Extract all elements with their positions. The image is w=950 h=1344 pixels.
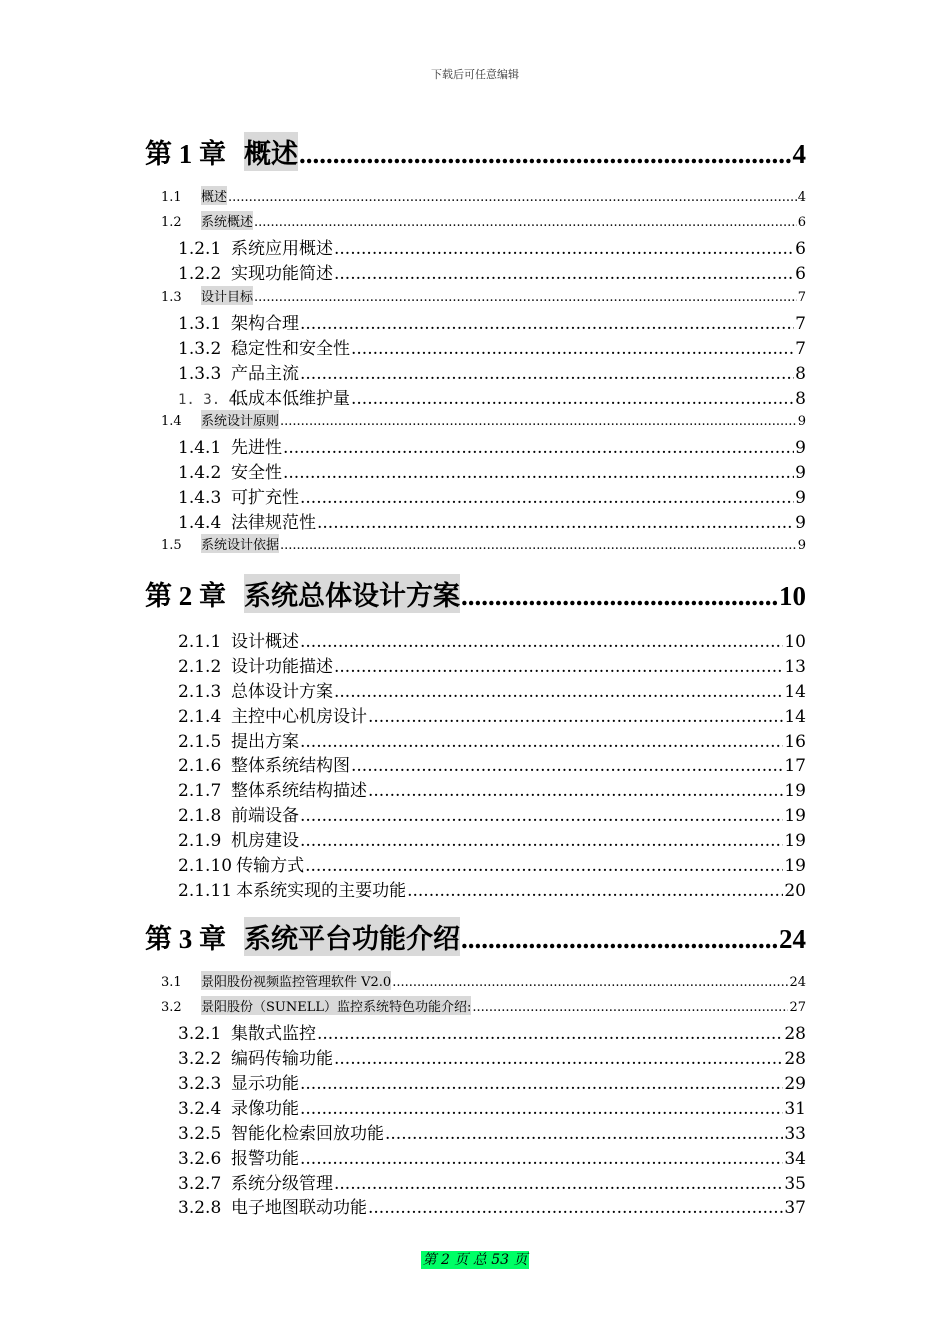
toc-entry-title: 概述 — [244, 132, 298, 171]
toc-entry-number: 2.1.9 — [178, 831, 222, 851]
toc-entry[interactable] — [145, 751, 806, 776]
toc-entry-title: 先进性 — [231, 438, 282, 458]
toc-entry-title: 智能化检索回放功能 — [231, 1124, 384, 1144]
toc-entry-number: 1.4.4 — [178, 513, 222, 533]
toc-entry-page: 6 — [795, 264, 806, 284]
toc-entry[interactable] — [145, 776, 806, 801]
toc-entry[interactable] — [145, 186, 806, 205]
toc-leader-dots — [334, 264, 794, 284]
toc-entry[interactable] — [145, 677, 806, 702]
toc-leader-dots — [300, 314, 794, 334]
toc-leader-dots — [461, 924, 778, 955]
toc-entry[interactable] — [145, 826, 806, 851]
toc-entry[interactable] — [145, 1094, 806, 1119]
toc-leader-dots — [280, 538, 797, 553]
toc-entry-page: 10 — [784, 632, 806, 652]
toc-entry-title: 系统设计原则 — [201, 410, 279, 429]
toc-entry-number: 1.2.1 — [178, 239, 222, 259]
toc-entry-title: 设计目标 — [201, 286, 253, 305]
toc-entry[interactable] — [145, 384, 806, 409]
toc-entry-page: 9 — [797, 414, 806, 429]
toc-leader-dots — [300, 1149, 783, 1169]
toc-entry-number: 3.2.1 — [178, 1024, 222, 1044]
toc-entry-number: 3.2 — [161, 1000, 182, 1015]
toc-entry-title: 传输方式 — [236, 856, 305, 876]
toc-entry-title: 景阳股份视频监控管理软件 V2.0 — [201, 971, 391, 990]
toc-entry-page: 35 — [784, 1174, 806, 1194]
toc-entry[interactable] — [145, 359, 806, 384]
toc-entry-number: 2.1.8 — [178, 806, 222, 826]
toc-leader-dots — [300, 732, 783, 752]
toc-entry-number: 3.2.7 — [178, 1174, 222, 1194]
toc-entry-number: 3.1 — [161, 975, 182, 990]
toc-entry[interactable] — [145, 433, 806, 458]
toc-entry-number: 2.1.6 — [178, 756, 222, 776]
toc-leader-dots — [300, 1099, 783, 1119]
toc-entry-page: 4 — [797, 190, 806, 205]
toc-entry-number: 1.5 — [161, 538, 182, 553]
toc-entry-title: 机房建设 — [231, 831, 299, 851]
toc-leader-dots — [317, 1024, 783, 1044]
toc-entry-page: 19 — [784, 806, 806, 826]
toc-entry-number: 2.1.11 — [178, 881, 233, 901]
toc-leader-dots — [368, 1198, 783, 1218]
toc-entry-number: 1.4 — [161, 414, 182, 429]
toc-entry[interactable] — [145, 1144, 806, 1169]
toc-entry-title: 可扩充性 — [231, 488, 299, 508]
toc-entry[interactable] — [145, 286, 806, 305]
toc-leader-dots — [317, 513, 794, 533]
toc-entry-title: 实现功能简述 — [231, 264, 333, 284]
toc-leader-dots — [305, 856, 783, 876]
toc-entry[interactable] — [145, 211, 806, 230]
toc-leader-dots — [461, 581, 778, 612]
toc-entry-page: 34 — [784, 1149, 806, 1169]
toc-entry-page: 13 — [784, 657, 806, 677]
toc-entry-title: 法律规范性 — [231, 513, 316, 533]
toc-leader-dots — [283, 463, 794, 483]
toc-entry-title: 设计概述 — [231, 632, 299, 652]
toc-entry-page: 28 — [784, 1024, 806, 1044]
toc-leader-dots — [280, 414, 797, 429]
toc-entry-page: 9 — [797, 538, 806, 553]
toc-entry[interactable] — [145, 234, 806, 259]
toc-entry-title: 系统设计依据 — [201, 534, 279, 553]
toc-entry-number: 1.4.3 — [178, 488, 222, 508]
toc-leader-dots — [254, 215, 797, 230]
toc-entry[interactable] — [145, 1019, 806, 1044]
toc-entry[interactable] — [145, 1169, 806, 1194]
toc-entry[interactable] — [145, 334, 806, 359]
toc-entry-number: 2.1.5 — [178, 732, 222, 752]
toc-entry[interactable] — [145, 410, 806, 429]
toc-leader-dots — [300, 806, 783, 826]
toc-leader-dots — [283, 438, 794, 458]
toc-entry-number: 3.2.5 — [178, 1124, 222, 1144]
toc-entry-title: 安全性 — [231, 463, 282, 483]
toc-entry-number: 3.2.4 — [178, 1099, 222, 1119]
toc-entry[interactable] — [145, 627, 806, 652]
toc-entry-page: 16 — [784, 732, 806, 752]
toc-entry-page: 17 — [784, 756, 806, 776]
toc-entry-page: 28 — [784, 1049, 806, 1069]
toc-entry-number: 1.2.2 — [178, 264, 222, 284]
toc-entry-page: 6 — [797, 215, 806, 230]
toc-entry[interactable] — [145, 534, 806, 553]
toc-entry-title: 集散式监控 — [231, 1024, 316, 1044]
toc-leader-dots — [299, 139, 792, 170]
toc-leader-dots — [334, 1049, 783, 1069]
toc-entry[interactable] — [145, 309, 806, 334]
toc-entry-title: 编码传输功能 — [231, 1049, 333, 1069]
toc-entry-page: 20 — [784, 881, 806, 901]
toc-entry-page: 14 — [784, 707, 806, 727]
page-footer — [0, 1249, 950, 1269]
toc-entry-number: 1.3.1 — [178, 314, 222, 334]
toc-entry-number: 3.2.8 — [178, 1198, 222, 1218]
toc-entry-number: 3.2.6 — [178, 1149, 222, 1169]
toc-entry[interactable] — [145, 1119, 806, 1144]
toc-entry-title: 报警功能 — [231, 1149, 299, 1169]
toc-entry-title: 架构合理 — [231, 314, 299, 334]
toc-leader-dots — [300, 488, 794, 508]
toc-entry-title: 设计功能描述 — [231, 657, 333, 677]
toc-entry-title: 录像功能 — [231, 1099, 299, 1119]
toc-entry[interactable] — [145, 259, 806, 284]
toc-entry-title: 本系统实现的主要功能 — [236, 881, 407, 901]
toc-entry-number: 2.1.3 — [178, 682, 222, 702]
toc-entry-title: 总体设计方案 — [231, 682, 333, 702]
toc-entry-number: 1. 3. 4 — [178, 392, 238, 408]
toc-entry[interactable] — [145, 801, 806, 826]
toc-entry-number: 3.2.3 — [178, 1074, 222, 1094]
toc-entry-page: 31 — [784, 1099, 806, 1119]
page-number-label: 第 2 页 总 53 页 — [422, 1252, 528, 1268]
toc-entry-page: 8 — [795, 389, 806, 409]
toc-entry-title: 低成本低维护量 — [231, 389, 350, 409]
toc-leader-dots — [300, 632, 783, 652]
toc-leader-dots — [472, 1000, 788, 1015]
toc-entry[interactable] — [145, 727, 806, 752]
toc-leader-dots — [300, 364, 794, 384]
toc-entry-page: 8 — [795, 364, 806, 384]
toc-entry-title: 产品主流 — [231, 364, 299, 384]
page-header: 下载后可任意编辑 — [431, 68, 519, 81]
toc-entry-number: 第 3 章 — [145, 924, 226, 954]
toc-entry-page: 14 — [784, 682, 806, 702]
toc-entry-title: 整体系统结构图 — [231, 756, 350, 776]
toc-entry-page: 9 — [795, 488, 806, 508]
toc-entry-page: 37 — [784, 1198, 806, 1218]
toc-entry-page: 27 — [789, 1000, 806, 1015]
toc-leader-dots — [300, 831, 783, 851]
toc-entry-page: 4 — [792, 139, 806, 169]
toc-entry-number: 1.3.2 — [178, 339, 222, 359]
toc-leader-dots — [228, 190, 797, 205]
toc-entry-title: 稳定性和安全性 — [231, 339, 350, 359]
toc-entry-page: 9 — [795, 463, 806, 483]
toc-entry[interactable] — [145, 1069, 806, 1094]
toc-entry-title: 主控中心机房设计 — [231, 707, 367, 727]
toc-entry-title: 前端设备 — [231, 806, 299, 826]
toc-entry[interactable] — [145, 132, 806, 169]
toc-entry[interactable] — [145, 917, 806, 954]
toc-entry-title: 提出方案 — [231, 732, 299, 752]
toc-leader-dots — [334, 682, 783, 702]
toc-leader-dots — [334, 239, 794, 259]
toc-entry-number: 1.4.2 — [178, 463, 222, 483]
toc-entry-number: 2.1.10 — [178, 856, 233, 876]
toc-entry-number: 2.1.1 — [178, 632, 222, 652]
toc-entry-title: 系统应用概述 — [231, 239, 333, 259]
toc-entry-number: 2.1.7 — [178, 781, 222, 801]
toc-entry[interactable] — [145, 1044, 806, 1069]
toc-entry-number: 1.4.1 — [178, 438, 222, 458]
toc-entry-page: 7 — [795, 314, 806, 334]
toc-leader-dots — [385, 1124, 783, 1144]
toc-entry[interactable] — [145, 702, 806, 727]
toc-entry-title: 系统概述 — [201, 211, 253, 230]
toc-entry-number: 1.3.3 — [178, 364, 222, 384]
toc-leader-dots — [392, 975, 788, 990]
toc-leader-dots — [368, 707, 783, 727]
toc-leader-dots — [368, 781, 783, 801]
toc-entry-page: 19 — [784, 831, 806, 851]
toc-entry-number: 3.2.2 — [178, 1049, 222, 1069]
toc-entry[interactable] — [145, 851, 806, 876]
toc-entry-page: 29 — [784, 1074, 806, 1094]
toc-entry-title: 系统平台功能介绍 — [244, 917, 460, 956]
toc-entry[interactable] — [145, 876, 806, 901]
toc-entry-page: 9 — [795, 438, 806, 458]
toc-entry-number: 1.3 — [161, 290, 182, 305]
toc-entry[interactable] — [145, 1193, 806, 1218]
toc-leader-dots — [407, 881, 783, 901]
toc-entry-number: 2.1.4 — [178, 707, 222, 727]
toc-entry-title: 整体系统结构描述 — [231, 781, 367, 801]
toc-entry-page: 7 — [795, 339, 806, 359]
toc-entry-number: 1.1 — [161, 190, 182, 205]
toc-entry[interactable] — [145, 574, 806, 611]
toc-entry-title: 景阳股份（SUNELL）监控系统特色功能介绍: — [201, 996, 471, 1015]
toc-entry-number: 第 2 章 — [145, 581, 226, 611]
toc-entry-title: 系统总体设计方案 — [244, 574, 460, 613]
toc-entry-page: 10 — [779, 581, 806, 611]
toc-entry-title: 显示功能 — [231, 1074, 299, 1094]
toc-entry-page: 24 — [779, 924, 806, 954]
toc-entry-page: 7 — [797, 290, 806, 305]
toc-leader-dots — [351, 756, 783, 776]
toc-entry-title: 电子地图联动功能 — [231, 1198, 367, 1218]
toc-entry-number: 1.2 — [161, 215, 182, 230]
toc-leader-dots — [334, 657, 783, 677]
toc-entry-page: 6 — [795, 239, 806, 259]
toc-entry[interactable] — [145, 971, 806, 990]
toc-entry-page: 19 — [784, 781, 806, 801]
toc-entry-title: 系统分级管理 — [231, 1174, 333, 1194]
toc-entry-page: 33 — [784, 1124, 806, 1144]
toc-entry[interactable] — [145, 508, 806, 533]
toc-entry[interactable] — [145, 458, 806, 483]
toc-entry[interactable] — [145, 652, 806, 677]
toc-entry-title: 概述 — [201, 186, 227, 205]
toc-entry[interactable] — [145, 996, 806, 1015]
toc-leader-dots — [334, 1174, 783, 1194]
toc-entry-page: 19 — [784, 856, 806, 876]
toc-leader-dots — [300, 1074, 783, 1094]
toc-entry-page: 9 — [795, 513, 806, 533]
toc-entry-page: 24 — [789, 975, 806, 990]
toc-leader-dots — [351, 389, 794, 409]
toc-leader-dots — [351, 339, 794, 359]
toc-entry-number: 2.1.2 — [178, 657, 222, 677]
toc-entry[interactable] — [145, 483, 806, 508]
toc-leader-dots — [254, 290, 797, 305]
toc-entry-number: 第 1 章 — [145, 139, 226, 169]
